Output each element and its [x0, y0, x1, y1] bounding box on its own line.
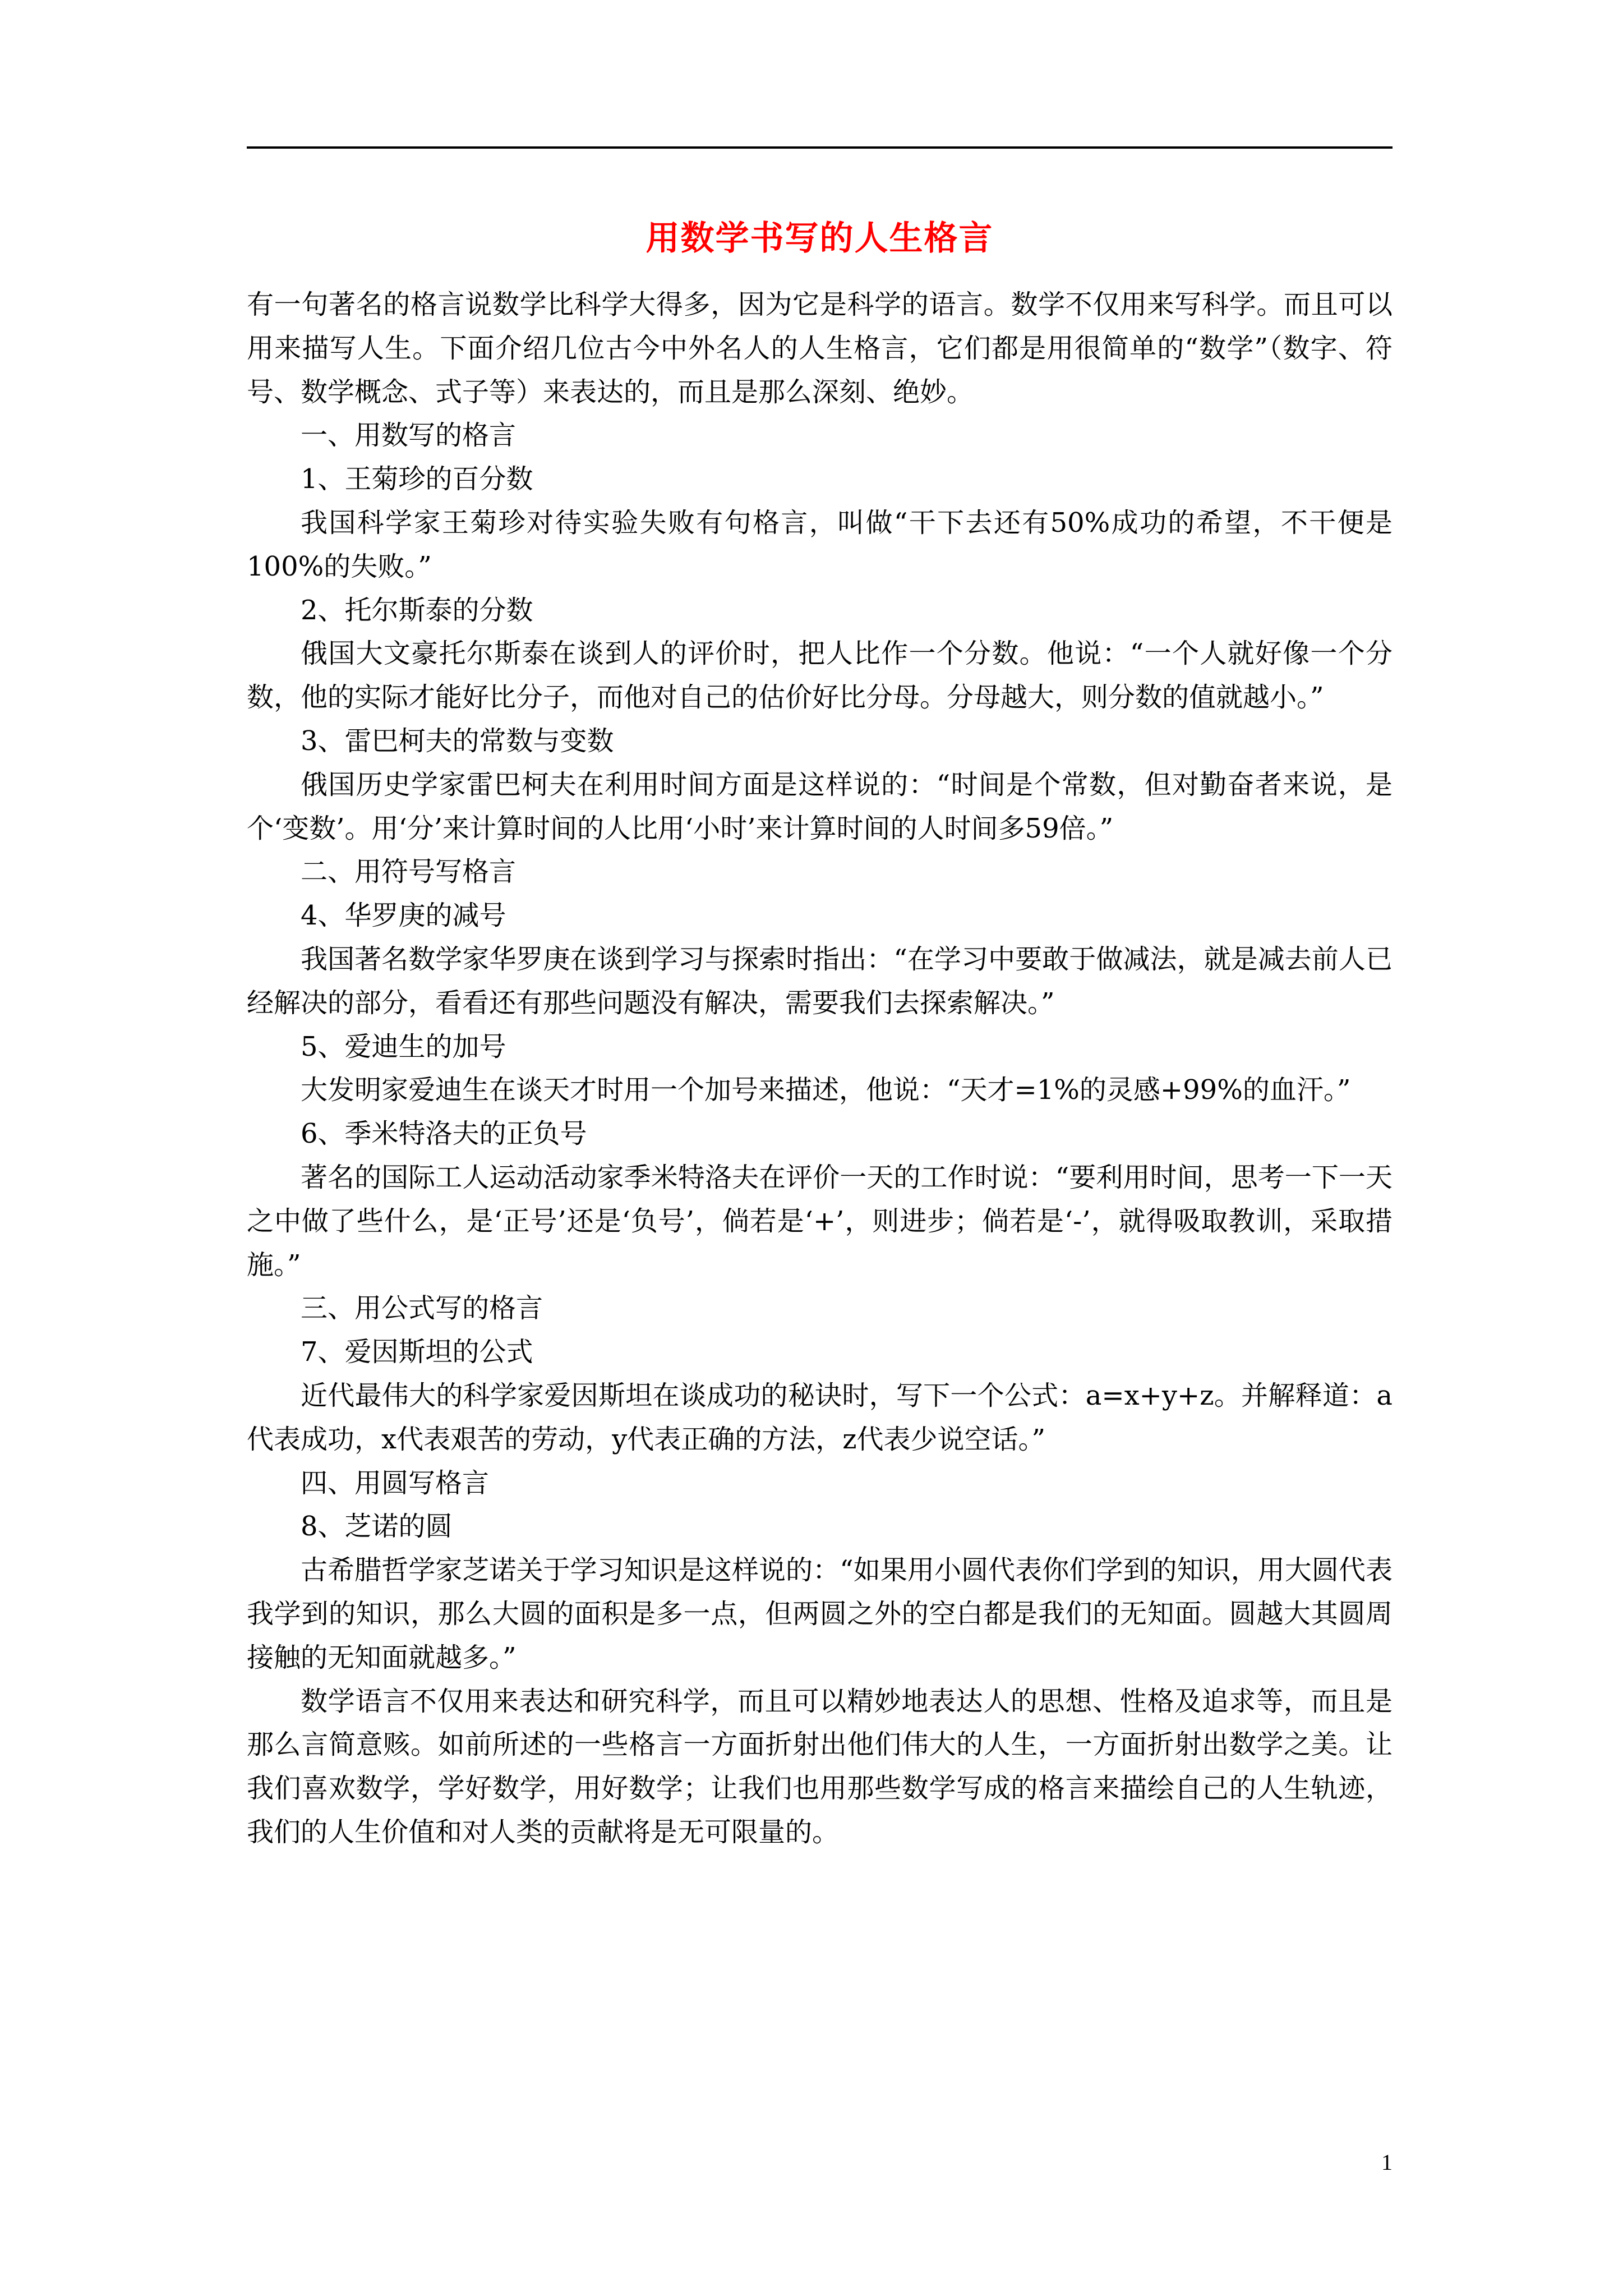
- paragraph: 7、爱因斯坦的公式: [301, 1336, 533, 1368]
- paragraph: 4、华罗庚的减号: [301, 900, 506, 932]
- paragraph: 1、王菊珍的百分数: [301, 463, 533, 495]
- paragraph: 二、用符号写格言: [301, 856, 517, 888]
- paragraph: 8、芝诺的圆: [301, 1511, 453, 1543]
- paragraph: 三、用公式写的格言: [301, 1292, 543, 1324]
- paragraph: 近代最伟大的科学家爱因斯坦在谈成功的秘诀时，写下一个公式：a=x+y+z。并解释道：a代表成功，x代表艰苦的劳动，y代表正确的方法，z代表少说空话。”: [247, 1379, 1393, 1455]
- paragraph: 3、雷巴柯夫的常数与变数: [301, 725, 614, 757]
- document-body: [247, 283, 1393, 1855]
- page-number: 1: [1381, 2150, 1393, 2175]
- paragraph: 6、季米特洛夫的正负号: [301, 1118, 587, 1150]
- paragraph: 数学语言不仅用来表达和研究科学，而且可以精妙地表达人的思想、性格及追求等，而且是那么言简意赅。如前所述的一些格言一方面折射出他们伟大的人生，一方面折射出数学之美。让我们喜欢数学，学好数学，用好数学；让我们也用那些数学写成的格言来描绘自己的人生轨迹，我们的人生价值和对人类的贡献将是无可限量的。: [247, 1685, 1393, 1848]
- paragraph: 俄国历史学家雷巴柯夫在利用时间方面是这样说的：“时间是个常数，但对勤奋者来说，是个‘变数’。用‘分’来计算时间的人比用‘小时’来计算时间的人时间多59倍。”: [247, 769, 1393, 844]
- paragraph: 我国著名数学家华罗庚在谈到学习与探索时指出：“在学习中要敢于做减法，就是减去前人已经解决的部分，看看还有那些问题没有解决，需要我们去探索解决。”: [247, 943, 1393, 1019]
- paragraph: 四、用圆写格言: [301, 1467, 490, 1499]
- header-rule: [247, 146, 1393, 149]
- paragraph: 著名的国际工人运动活动家季米特洛夫在评价一天的工作时说：“要利用时间，思考一下一天之中做了些什么，是‘正号’还是‘负号’，倘若是‘+’，则进步；倘若是‘-’，就得吸取教训，采取措施。”: [247, 1161, 1393, 1281]
- paragraph: 俄国大文豪托尔斯泰在谈到人的评价时，把人比作一个分数。他说：“一个人就好像一个分数，他的实际才能好比分子，而他对自己的估价好比分母。分母越大，则分数的值就越小。”: [247, 638, 1393, 714]
- paragraph: 2、托尔斯泰的分数: [301, 594, 533, 626]
- paragraph: 有一句著名的格言说数学比科学大得多，因为它是科学的语言。数学不仅用来写科学。而且可以用来描写人生。下面介绍几位古今中外名人的人生格言，它们都是用很简单的“数学”（数字、符号、数学概念、式子等）来表达的，而且是那么深刻、绝妙。: [247, 289, 1393, 408]
- paragraph: 一、用数写的格言: [301, 420, 517, 452]
- document-title: 用数学书写的人生格言: [645, 219, 994, 258]
- paragraph: 我国科学家王菊珍对待实验失败有句格言，叫做“干下去还有50%成功的希望，不干便是100%的失败。”: [247, 507, 1393, 582]
- paragraph: 5、爱迪生的加号: [301, 1030, 506, 1062]
- paragraph: 大发明家爱迪生在谈天才时用一个加号来描述，他说：“天才=1%的灵感+99%的血汗。”: [301, 1074, 1351, 1106]
- paragraph: 古希腊哲学家芝诺关于学习知识是这样说的：“如果用小圆代表你们学到的知识，用大圆代表我学到的知识，那么大圆的面积是多一点，但两圆之外的空白都是我们的无知面。圆越大其圆周接触的无知面就越多。”: [247, 1554, 1393, 1673]
